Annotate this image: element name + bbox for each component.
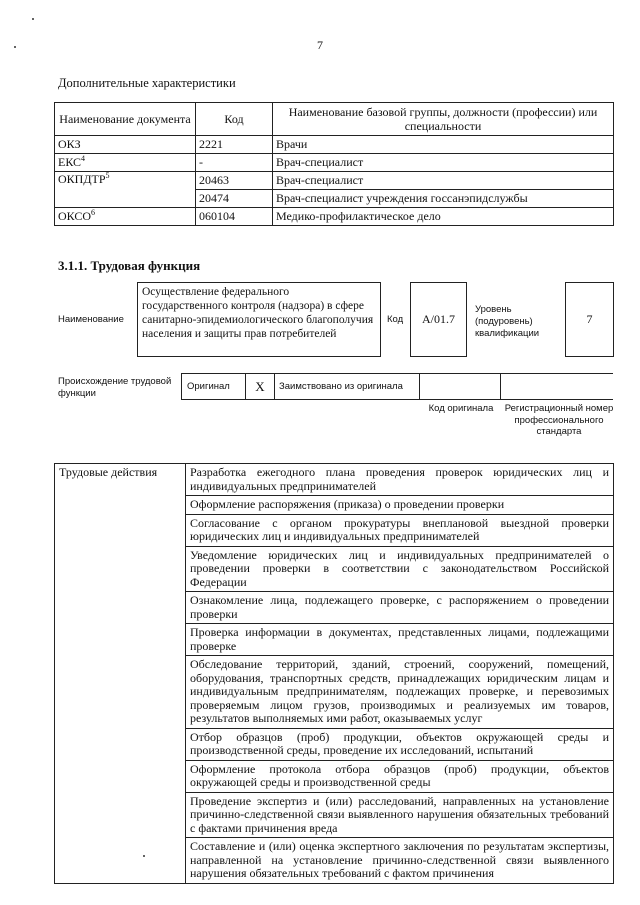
registration-number-caption: Регистрационный номер профессионального стандарта [504,403,614,437]
code-cell: 2221 [196,136,273,154]
table-row [55,464,614,496]
name-cell: Медико-профилактическое дело [273,208,614,226]
list-item: Проверка информации в документах, представленных лицами, подлежащими проверке [186,624,614,656]
name-label: Наименование [58,314,124,325]
name-cell: Врач-специалист учреждения госсанэпидслужбы [273,190,614,208]
header-document: Наименование документа [55,103,196,136]
table-header-row [55,103,614,136]
name-cell: Врачи [273,136,614,154]
labor-actions-label: Трудовые действия [55,464,186,884]
function-name-box: Осуществление федерального государственного контроля (надзора) в сфере санитарно-эпидемиологического благополучия населения и защиты прав потребителей [137,282,381,357]
scan-speck [32,18,34,20]
list-item: Обследование территорий, зданий, строений, сооружений, помещений, оборудования, транспортных средств, принадлежащих юридическим лицам и индивидуальным предпринимателям, подлежащих проверке, и перевозимых проверяемым лицом грузов, производимых и реализуемых им товаров, результатов выполняемых ими работ, оказываемых услуг [186,656,614,729]
code-cell: 060104 [196,208,273,226]
code-cell: - [196,154,273,172]
list-item: Оформление распоряжения (приказа) о проведении проверки [186,496,614,515]
name-cell: Врач-специалист [273,154,614,172]
list-item: Проведение экспертиз и (или) расследований, направленных на установление причинно-следственной связи выявленного нарушения обязательных требований с фактами причинения вреда [186,792,614,838]
additional-characteristics-title: Дополнительные характеристики [58,76,236,90]
code-label: Код [387,314,404,325]
origin-row [182,373,613,400]
borrowed-label: Заимствовано из оригинала [274,373,420,400]
origin-code-box [419,373,501,400]
table-row [55,136,614,154]
table-row [55,154,614,172]
qualification-level-box: 7 [565,282,614,357]
list-item: Составление и (или) оценка экспертного заключения по результатам экспертизы, направленной на установление причинно-следственной связи выявленного нарушения обязательных требований с фактом причинения [186,838,614,884]
original-mark: Х [245,373,275,400]
page-number: 7 [317,38,323,52]
doc-cell: ОКЗ [55,136,196,154]
doc-cell: ОКСО$^6$ [55,208,196,226]
list-item: Уведомление юридических лиц и индивидуальных предпринимателей о проведении проверки в соответствии с законодательством Российской Федерации [186,546,614,592]
code-cell: 20463 [196,172,273,190]
list-item: Оформление протокола отбора образцов (проб) продукции, объектов окружающей среды и производственной среды [186,760,614,792]
scan-speck [14,46,16,48]
function-code-box: А/01.7 [410,282,467,357]
header-group-name: Наименование базовой группы, должности (профессии) или специальности [273,103,614,136]
header-code: Код [196,103,273,136]
registration-number-box [500,373,613,400]
list-item: Согласование с органом прокуратуры внеплановой выездной проверки юридических лиц и индивидуальных предпринимателей [186,514,614,546]
origin-code-caption: Код оригинала [428,403,494,414]
list-item: Разработка ежегодного плана проведения проверок юридических лиц и индивидуальных предпринимателей [186,464,614,496]
name-cell: Врач-специалист [273,172,614,190]
qualification-level-label: Уровень (подуровень) квалификации [475,304,540,339]
doc-cell: ОКПДТР$^5$ [55,172,196,208]
labor-function-title: 3.1.1. Трудовая функция [58,258,201,273]
table-row [55,208,614,226]
doc-cell: ЕКС$^4$ [55,154,196,172]
code-cell: 20474 [196,190,273,208]
list-item: Отбор образцов (проб) продукции, объектов окружающей среды и производственной среды, проведение их исследований, испытаний [186,728,614,760]
origin-label: Происхождение трудовой функции [58,376,172,399]
additional-characteristics-table [54,102,614,226]
original-label: Оригинал [181,373,246,400]
labor-actions-table [54,463,614,884]
table-row [55,172,614,190]
list-item: Ознакомление лица, подлежащего проверке, с распоряжением о проведении проверки [186,592,614,624]
